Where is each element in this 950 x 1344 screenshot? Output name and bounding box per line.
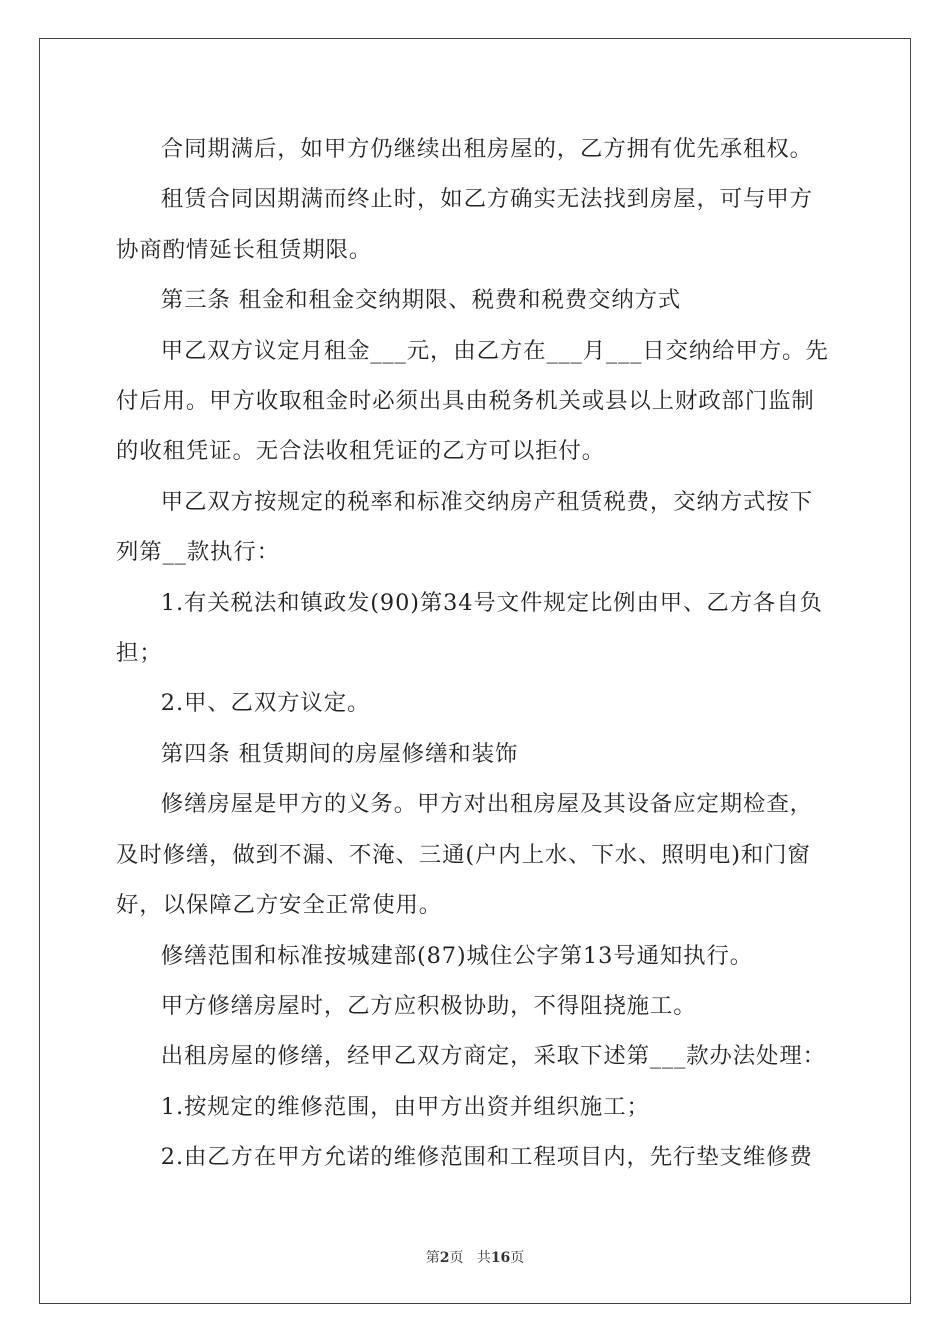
list-item: 2.由乙方在甲方允诺的维修范围和工程项目内，先行垫支维修费 <box>160 1144 813 1171</box>
list-item: 2.甲、乙双方议定。 <box>160 690 371 717</box>
section-heading: 第三条 租金和租金交纳期限、税费和税费交纳方式 <box>160 287 682 314</box>
page-number: 2 <box>439 1250 450 1266</box>
paragraph: 修缮范围和标准按城建部(87)城住公字第13号通知执行。 <box>160 942 754 969</box>
paragraph: 甲乙双方议定月租金___元，由乙方在___月___日交纳给甲方。先付后用。甲方收取租金时必须出具由税务机关或县以上财政部门监制的收租凭证。无合法收租凭证的乙方可以拒付。 <box>116 337 829 465</box>
section-heading: 第四条 租赁期间的房屋修缮和装饰 <box>160 740 519 767</box>
paragraph: 修缮房屋是甲方的义务。甲方对出租房屋及其设备应定期检查，及时修缮，做到不漏、不淹、三通(户内上水、下水、照明电)和门窗好，以保障乙方安全正常使用。 <box>116 791 813 919</box>
page-prefix: 第 <box>425 1250 440 1266</box>
list-item: 1.有关税法和镇政发(90)第34号文件规定比例由甲、乙方各自负担； <box>116 589 823 667</box>
total-prefix: 共 <box>476 1250 491 1266</box>
paragraph: 出租房屋的修缮，经甲乙双方商定，采取下述第___款办法处理： <box>160 1043 826 1070</box>
page-footer <box>0 1247 950 1267</box>
list-item: 1.按规定的维修范围，由甲方出资并组织施工； <box>160 1093 650 1120</box>
page-unit: 页 <box>449 1250 464 1266</box>
paragraph: 租赁合同因期满而终止时，如乙方确实无法找到房屋，可与甲方协商酌情延长租赁期限。 <box>116 186 813 263</box>
document-body <box>116 124 836 1183</box>
paragraph: 合同期满后，如甲方仍继续出租房屋的，乙方拥有优先承租权。 <box>160 136 813 162</box>
paragraph: 甲乙双方按规定的税率和标准交纳房产租赁税费，交纳方式按下列第__款执行： <box>116 488 813 566</box>
total-unit: 页 <box>510 1250 525 1266</box>
total-pages: 16 <box>490 1250 511 1266</box>
paragraph: 甲方修缮房屋时，乙方应积极协助，不得阻挠施工。 <box>160 992 697 1019</box>
